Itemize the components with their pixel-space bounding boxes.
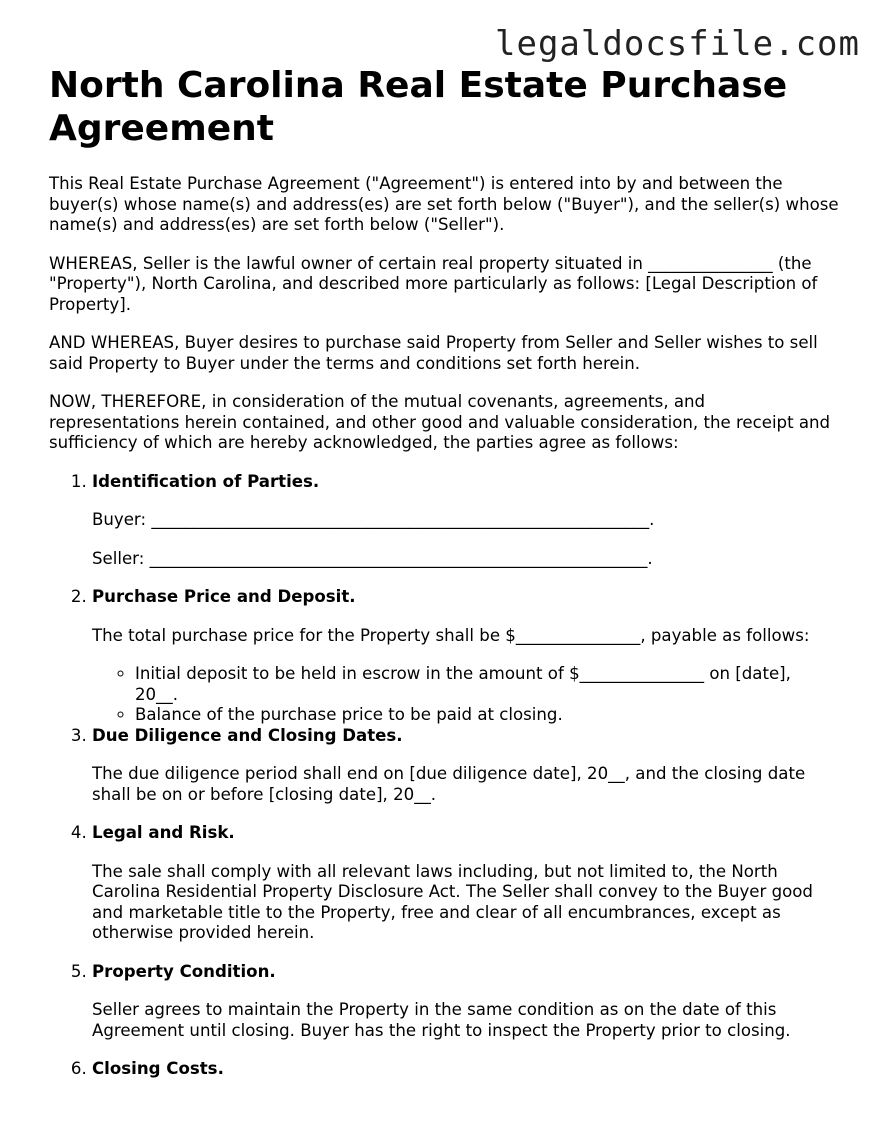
intro-paragraph: AND WHEREAS, Buyer desires to purchase said Property from Seller and Seller wishes to sell said Property to Buyer under the terms and conditions set forth herein. xyxy=(49,333,818,373)
intro-paragraph: WHEREAS, Seller is the lawful owner of certain real property situated in _______________ (the "Property"), North Carolina, and described more particularly as follows: [Legal Description of Property]. xyxy=(49,253,818,314)
watermark-text: legaldocsfile.com xyxy=(495,24,860,64)
bullet-item: ◦ Balance of the purchase price to be paid at closing. xyxy=(135,705,839,726)
section-title: 1. Identification of Parties. xyxy=(92,471,320,491)
section-title: 2. Purchase Price and Deposit. xyxy=(92,587,356,606)
section-title: 5. Property Condition. xyxy=(92,961,276,981)
intro-paragraph: NOW, THEREFORE, in consideration of the mutual covenants, agreements, and representations herein contained, and other good and valuable consideration, the receipt and sufficiency of which are hereby acknowledged, the parties agree as follows: xyxy=(49,392,831,452)
section-purchase-price xyxy=(92,587,839,726)
section-paragraph: The due diligence period shall end on [due diligence date], 20__, and the closing date shall be on or before [closing date], 20__. xyxy=(92,764,806,804)
section-due-diligence xyxy=(92,726,839,806)
section-title: 4. Legal and Risk. xyxy=(92,823,235,842)
payment-bullets xyxy=(92,664,839,726)
section-paragraph: Seller agrees to maintain the Property in the same condition as on the date of this Agreement until closing. Buyer has the right to inspect the Property prior to closing. xyxy=(92,1000,791,1040)
section-closing-costs xyxy=(92,1059,839,1080)
intro-paragraph: This Real Estate Purchase Agreement ("Agreement") is entered into by and between the buyer(s) whose name(s) and address(es) are set forth below ("Buyer"), and the seller(s) whose name(s) and address(es) are set forth below ("Seller"). xyxy=(49,174,839,234)
buyer-line: Buyer: ____________________________________________________________. xyxy=(92,510,655,529)
section-legal-and-risk xyxy=(92,823,839,944)
sections-list xyxy=(49,472,839,1080)
section-identification-of-parties xyxy=(92,472,839,570)
section-title: 3. Due Diligence and Closing Dates. xyxy=(92,725,403,745)
document-title: North Carolina Real Estate Purchase Agreement xyxy=(49,65,788,149)
document-page xyxy=(49,64,839,1098)
section-paragraph: The sale shall comply with all relevant laws including, but not limited to, the North Carolina Residential Property Disclosure Act. The Seller shall convey to the Buyer good and marketable title to the Property, free and clear of all encumbrances, except as otherwise provided herein. xyxy=(92,861,813,942)
bullet-item: ◦ Initial deposit to be held in escrow in the amount of $_______________ on [date], 20__. xyxy=(135,664,839,705)
section-title: 6. Closing Costs. xyxy=(92,1059,224,1078)
seller-line: Seller: ____________________________________________________________. xyxy=(92,548,653,568)
section-paragraph: The total purchase price for the Property shall be $_______________, payable as follows: xyxy=(92,625,810,645)
section-property-condition xyxy=(92,962,839,1042)
